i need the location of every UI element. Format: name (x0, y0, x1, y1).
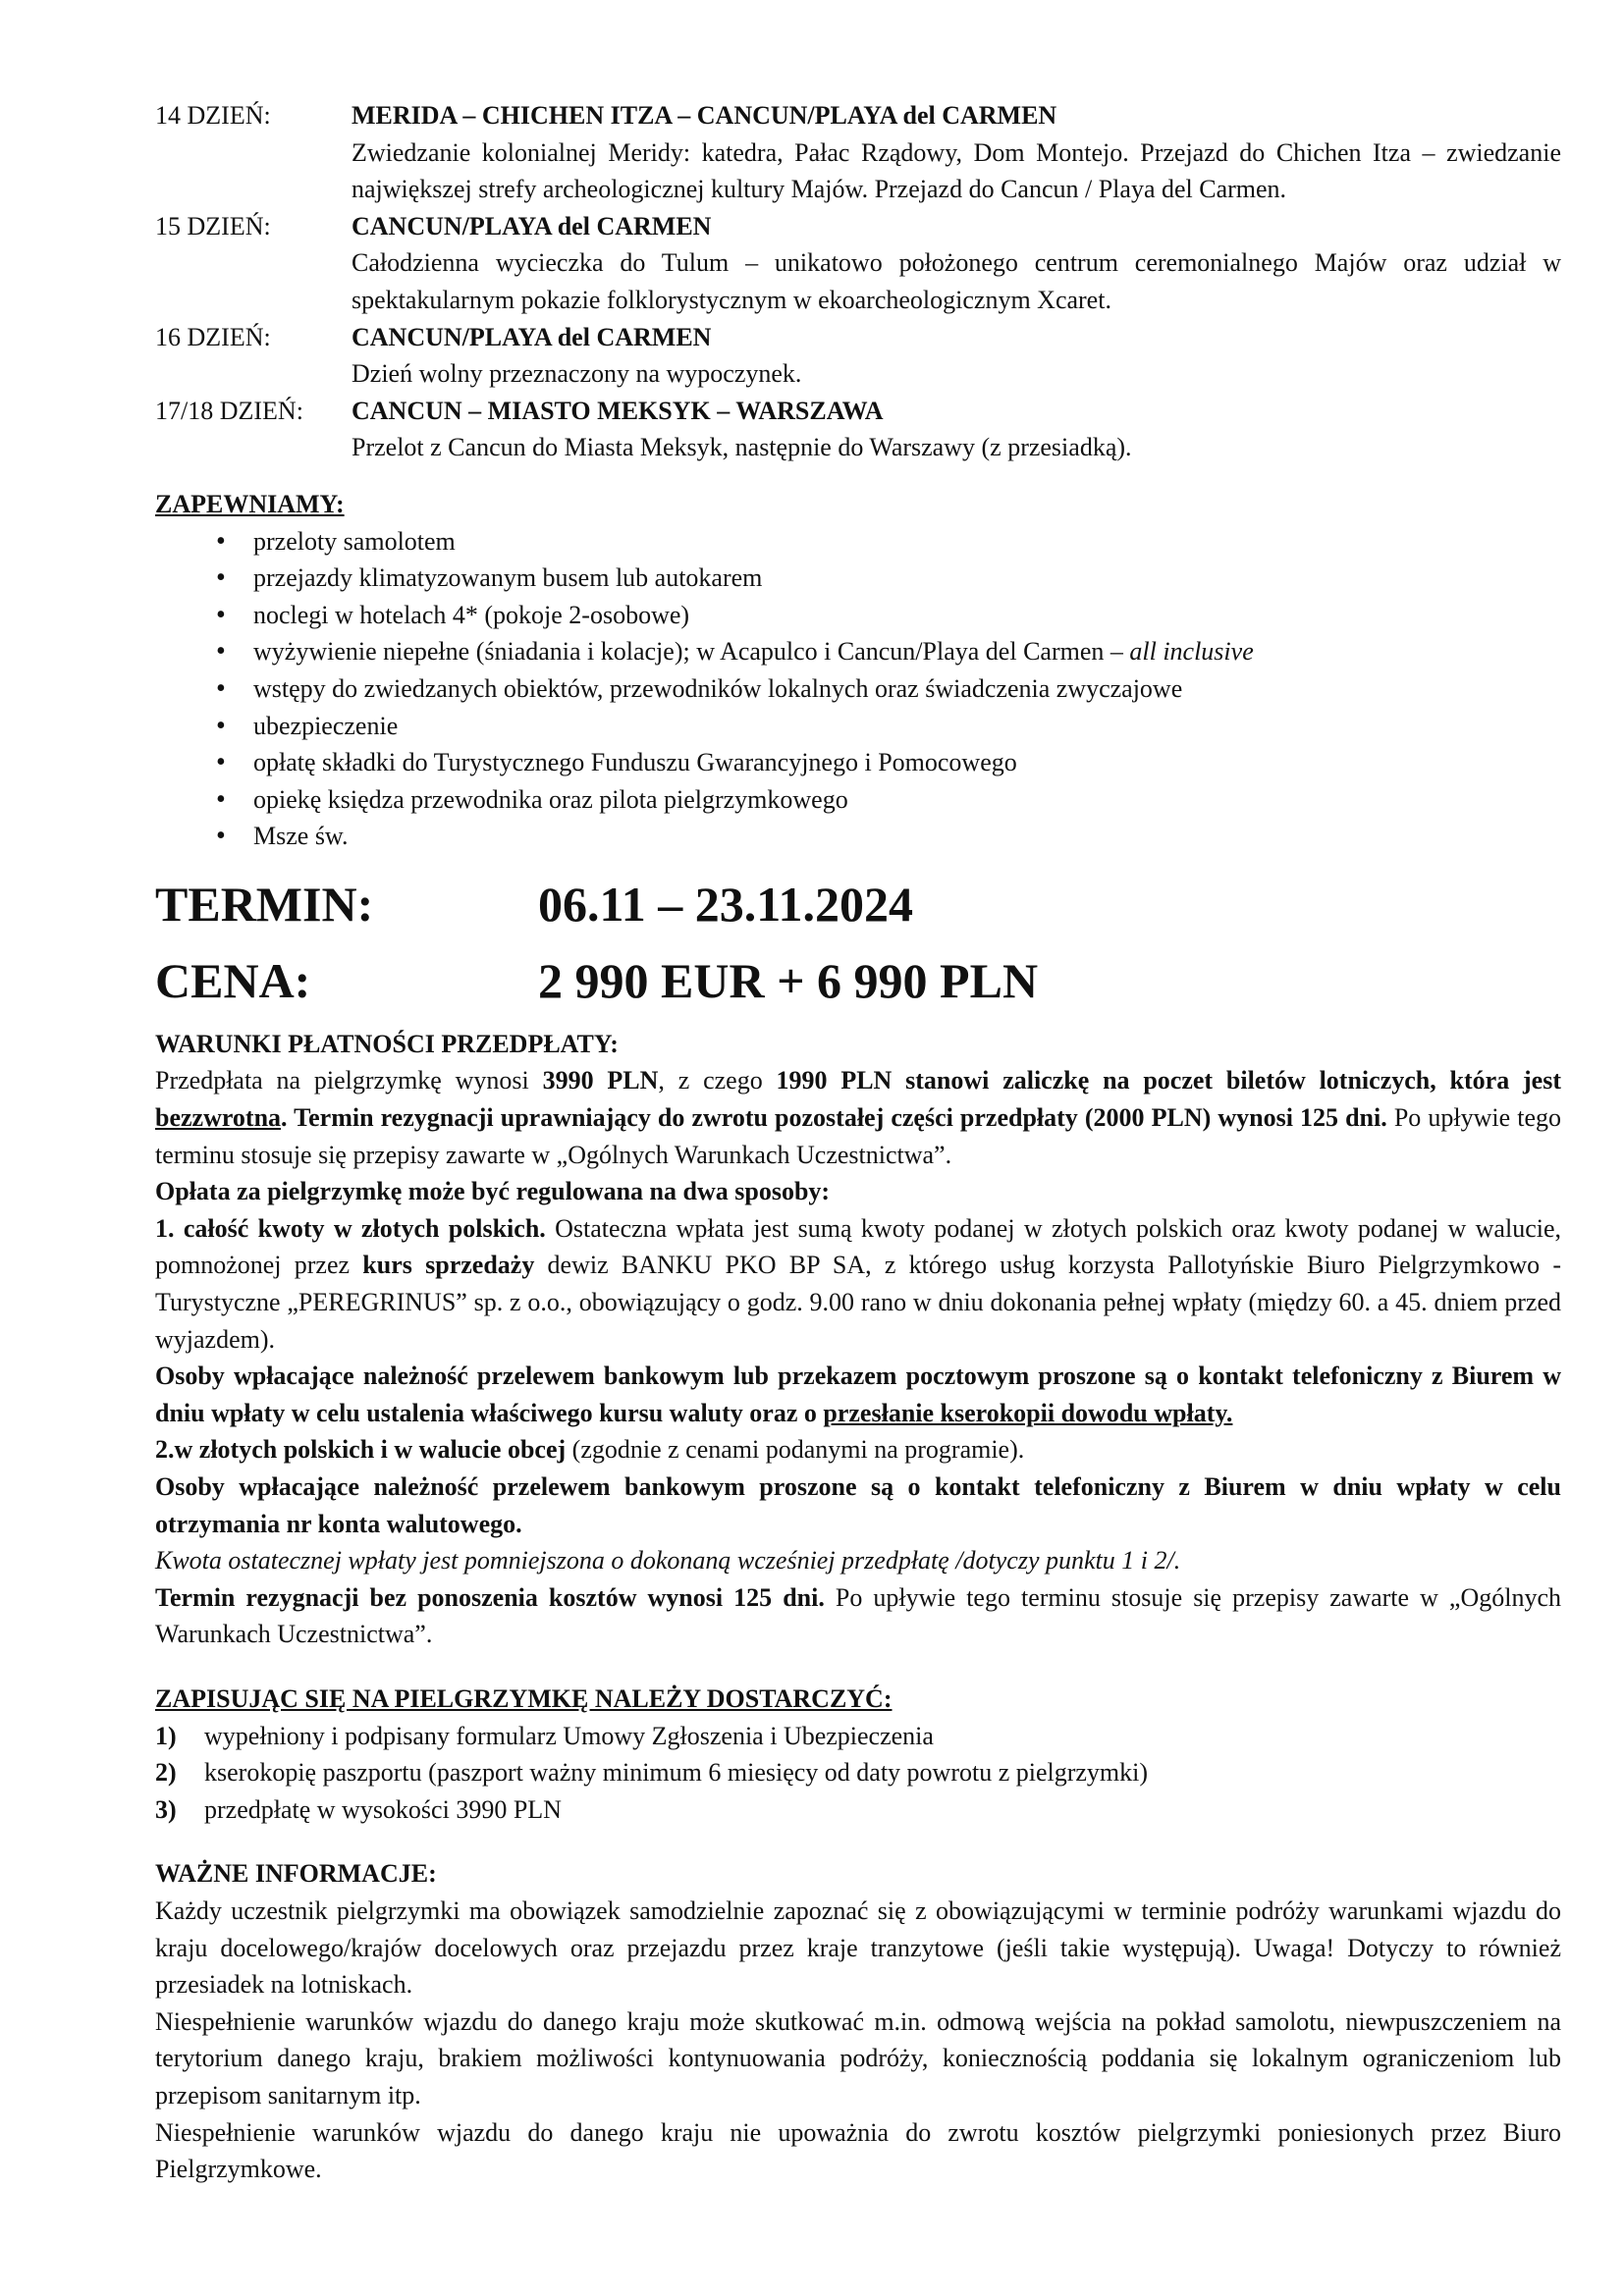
day-description: Zwiedzanie kolonialnej Meridy: katedra, Pałac Rządowy, Dom Montejo. Przejazd do Chichen Itza – zwiedzanie największej strefy archeologicznej kultury Majów. Przejazd do Cancun / Playa del Carmen. (352, 137, 1561, 204)
payment-heading: WARUNKI PŁATNOŚCI PRZEDPŁATY: (155, 1029, 619, 1058)
day-title: MERIDA – CHICHEN ITZA – CANCUN/PLAYA del CARMEN (352, 101, 1057, 130)
payment-paragraph: Przedpłata na pielgrzymkę wynosi 3990 PLN, z czego 1990 PLN stanowi zaliczkę na poczet biletów lotniczych, która jest bezzwrotna. Termin rezygnacji uprawniający do zwrotu pozostałej części przedpłaty (2000 PLN) wynosi 125 dni. Po upływie tego terminu stosuje się przepisy zawarte w „Ogólnych Warunkach Uczestnictwa”. (155, 1066, 1561, 1169)
list-item: • Msze św. (253, 818, 1561, 855)
payment-ways: Opłata za pielgrzymkę może być regulowana na dwa sposoby: (155, 1177, 831, 1206)
day-title: CANCUN – MIASTO MEKSYK – WARSZAWA (352, 396, 884, 425)
info-paragraph: Niespełnienie warunków wjazdu do danego kraju nie upoważnia do zwrotu kosztów pielgrzymki poniesionych przez Biuro Pielgrzymkowe. (155, 2117, 1561, 2184)
term-label: TERMIN: (155, 876, 374, 932)
itinerary-day (155, 208, 1561, 319)
included-heading: ZAPEWNIAMY: (155, 489, 345, 518)
day-title: CANCUN/PLAYA del CARMEN (352, 211, 712, 240)
list-item: 2) kserokopię paszportu (paszport ważny minimum 6 miesięcy od daty powrotu z pielgrzymki) (155, 1758, 1149, 1788)
payment-italic-note: Kwota ostatecznej wpłaty jest pomniejszona o dokonaną wcześniej przedpłatę /dotyczy punktu 1 i 2/. (155, 1546, 1181, 1575)
info-paragraph: Każdy uczestnik pielgrzymki ma obowiązek samodzielnie zapoznać się z obowiązującymi w terminie podróży warunkami wjazdu do kraju docelowego/krajów docelowych oraz przejazdu przez kraje tranzytowe (jeśli takie występują). Uwaga! Dotyczy to również przesiadek na lotniskach. (155, 1896, 1561, 2000)
itinerary-day (155, 97, 1561, 208)
term-row (155, 875, 1561, 934)
list-item: • wyżywienie niepełne (śniadania i kolacje); w Acapulco i Cancun/Playa del Carmen – all inclusive (253, 633, 1561, 670)
itinerary (155, 97, 1561, 466)
price-label: CENA: (155, 952, 311, 1008)
day-title: CANCUN/PLAYA del CARMEN (352, 322, 712, 351)
day-description: Przelot z Cancun do Miasta Meksyk, następnie do Warszawy (z przesiadką). (352, 433, 1132, 462)
price-row (155, 951, 1561, 1010)
list-item: 1) wypełniony i podpisany formularz Umowy Zgłoszenia i Ubezpieczenia (155, 1721, 934, 1750)
signup-list (155, 1718, 1561, 1829)
itinerary-day (155, 319, 1561, 393)
list-item: • przejazdy klimatyzowanym busem lub autokarem (253, 560, 1561, 597)
list-item: • opłatę składki do Turystycznego Funduszu Gwarancyjnego i Pomocowego (253, 744, 1561, 781)
payment-option-2: 2.w złotych polskich i w walucie obcej (zgodnie z cenami podanymi na programie). (155, 1435, 1025, 1465)
info-paragraph: Niespełnienie warunków wjazdu do danego kraju może skutkować m.in. odmową wejścia na pokład samolotu, niewpuszczeniem na terytorium danego kraju, brakiem możliwości kontynuowania podróży, koniecznością poddania się lokalnym ograniczeniom lub przepisom sanitarnym itp. (155, 2006, 1561, 2109)
day-description: Całodzienna wycieczka do Tulum – unikatowo położonego centrum ceremonialnego Majów oraz udział w spektakularnym pokazie folklorystycznym w ekoarcheologicznym Xcaret. (352, 248, 1561, 314)
list-item: • przeloty samolotem (253, 523, 1561, 561)
list-item: • wstępy do zwiedzanych obiektów, przewodników lokalnych oraz świadczenia zwyczajowe (253, 670, 1561, 708)
included-section (155, 486, 1561, 855)
document-page (155, 97, 1561, 2188)
info-section (155, 1855, 1561, 2187)
info-heading: WAŻNE INFORMACJE: (155, 1859, 437, 1889)
list-item: • noclegi w hotelach 4* (pokoje 2-osobowe) (253, 597, 1561, 634)
list-item: • ubezpieczenie (253, 708, 1561, 745)
included-list (155, 523, 1561, 855)
day-label: 16 DZIEŃ: (155, 322, 271, 351)
signup-section (155, 1681, 1561, 1828)
day-description: Dzień wolny przeznaczony na wypoczynek. (352, 359, 802, 389)
day-label: 15 DZIEŃ: (155, 211, 271, 240)
list-item: • opiekę księdza przewodnika oraz pilota pielgrzymkowego (253, 781, 1561, 819)
payment-section (155, 1026, 1561, 1653)
day-label: 14 DZIEŃ: (155, 101, 271, 130)
price-value: 2 990 EUR + 6 990 PLN (538, 952, 1039, 1008)
signup-heading: ZAPISUJĄC SIĘ NA PIELGRZYMKĘ NALEŻY DOSTARCZYĆ: (155, 1683, 893, 1713)
payment-option-1: 1. całość kwoty w złotych polskich. Ostateczna wpłata jest sumą kwoty podanej w złotych polskich oraz kwoty podanej w walucie, pomnożonej przez kurs sprzedaży dewiz BANKU PKO BP SA, z którego usług korzysta Pallotyńskie Biuro Pielgrzymkowo - Turystyczne „PEREGRINUS” sp. z o.o., obowiązujący o godz. 9.00 rano w dniu dokonania pełnej wpłaty (między 60. a 45. dniem przed wyjazdem). (155, 1213, 1562, 1354)
term-value: 06.11 – 23.11.2024 (538, 876, 913, 932)
payment-option-1-note: Osoby wpłacające należność przelewem bankowym lub przekazem pocztowym proszone są o kontakt telefoniczny z Biurem w dniu wpłaty w celu ustalenia właściwego kursu waluty oraz o przesłanie kserokopii dowodu wpłaty. (155, 1362, 1561, 1427)
day-label: 17/18 DZIEŃ: (155, 396, 303, 425)
itinerary-day (155, 393, 1561, 466)
payment-option-2-note: Osoby wpłacające należność przelewem bankowym proszone są o kontakt telefoniczny z Biurem w dniu wpłaty w celu otrzymania nr konta walutowego. (155, 1472, 1561, 1538)
resignation-note: Termin rezygnacji bez ponoszenia kosztów wynosi 125 dni. Po upływie tego terminu stosuje się przepisy zawarte w „Ogólnych Warunkach Uczestnictwa”. (155, 1582, 1562, 1649)
list-item: 3) przedpłatę w wysokości 3990 PLN (155, 1794, 562, 1824)
